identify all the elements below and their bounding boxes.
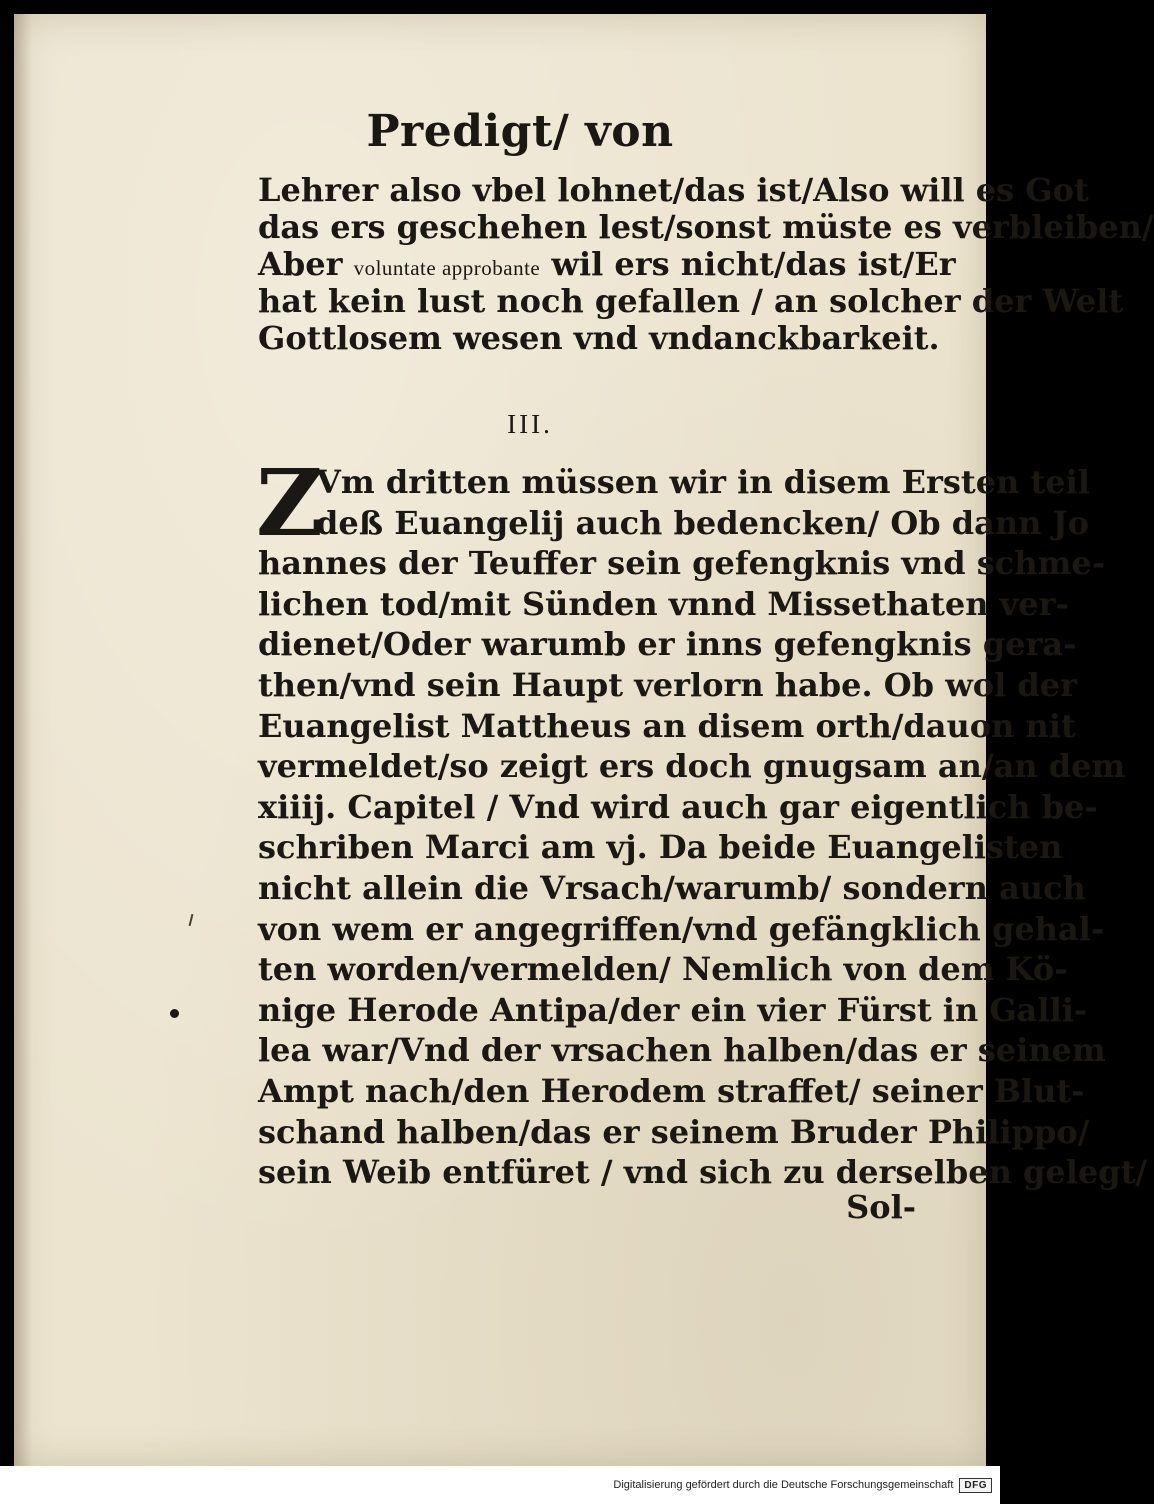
text-line: then/vnd sein Haupt verlorn habe. Ob wol der	[258, 665, 1077, 704]
ink-mark	[189, 914, 194, 926]
funding-note: Digitalisierung gefördert durch die Deutsche Forschungsgemeinschaft	[613, 1479, 954, 1491]
text-line: hat kein lust noch gefallen / an solcher der Welt	[258, 282, 1124, 320]
text-line: Vm dritten müssen wir in disem Ersten teil	[316, 463, 1090, 501]
text-line: dienet/Oder warumb er inns gefengknis gera-	[258, 625, 1077, 664]
text-line: xiiij. Capitel / Vnd wird auch gar eigentlich be-	[258, 787, 1098, 826]
scanned-page	[14, 14, 1154, 1466]
text-line: Ampt nach/den Herodem straffet/ seiner Blut-	[258, 1071, 1085, 1110]
text-line: schand halben/das er seinem Bruder Philippo/	[258, 1112, 1090, 1151]
footer-bar	[0, 1466, 1000, 1504]
catchword: Sol-	[846, 1188, 916, 1226]
text-line: deß Euangelij auch bedencken/ Ob dann Jo	[316, 503, 1089, 542]
text-line: Euangelist Mattheus an disem orth/dauon nit	[258, 706, 1076, 745]
drop-cap: Z	[256, 449, 324, 557]
ink-mark	[170, 1009, 179, 1018]
text-line: das ers geschehen lest/sonst müste es verbleiben/	[258, 208, 1154, 246]
text-fragment: wil ers nicht/das ist/Er	[551, 245, 956, 283]
text-line: ten worden/vermelden/ Nemlich von dem Kö-	[258, 950, 1068, 989]
body-paragraph	[256, 449, 1148, 1193]
text-line: lea war/Vnd der vrsachen halben/das er seinem	[258, 1031, 1106, 1070]
text-line: nicht allein die Vrsach/warumb/ sondern auch	[258, 868, 1086, 907]
text-line: vermeldet/so zeigt ers doch gnugsam an/an dem	[258, 747, 1126, 786]
running-header: Predigt/ von	[366, 106, 674, 157]
text-line: von wem er angegriffen/vnd gefängklich gehal-	[258, 909, 1105, 948]
intro-paragraph	[258, 171, 1154, 357]
text-line: hannes der Teuffer sein gefengknis vnd schme-	[258, 544, 1105, 583]
text-line	[258, 245, 956, 283]
section-number: III.	[507, 409, 553, 439]
latin-phrase: voluntate approbante	[353, 256, 541, 280]
text-line: Gottlosem wesen vnd vndanckbarkeit.	[258, 319, 940, 357]
dfg-logo: DFG	[959, 1478, 992, 1493]
text-line: Lehrer also vbel lohnet/das ist/Also will es Got	[258, 171, 1089, 209]
text-line: nige Herode Antipa/der ein vier Fürst in Galli-	[258, 990, 1088, 1029]
text-fragment: Aber	[258, 245, 343, 283]
text-line: sein Weib entfüret / vnd sich zu derselben gelegt/	[258, 1153, 1148, 1192]
text-line: lichen tod/mit Sünden vnnd Missethaten ver-	[258, 584, 1069, 623]
text-line: schriben Marci am vj. Da beide Euangelisten	[258, 828, 1063, 867]
